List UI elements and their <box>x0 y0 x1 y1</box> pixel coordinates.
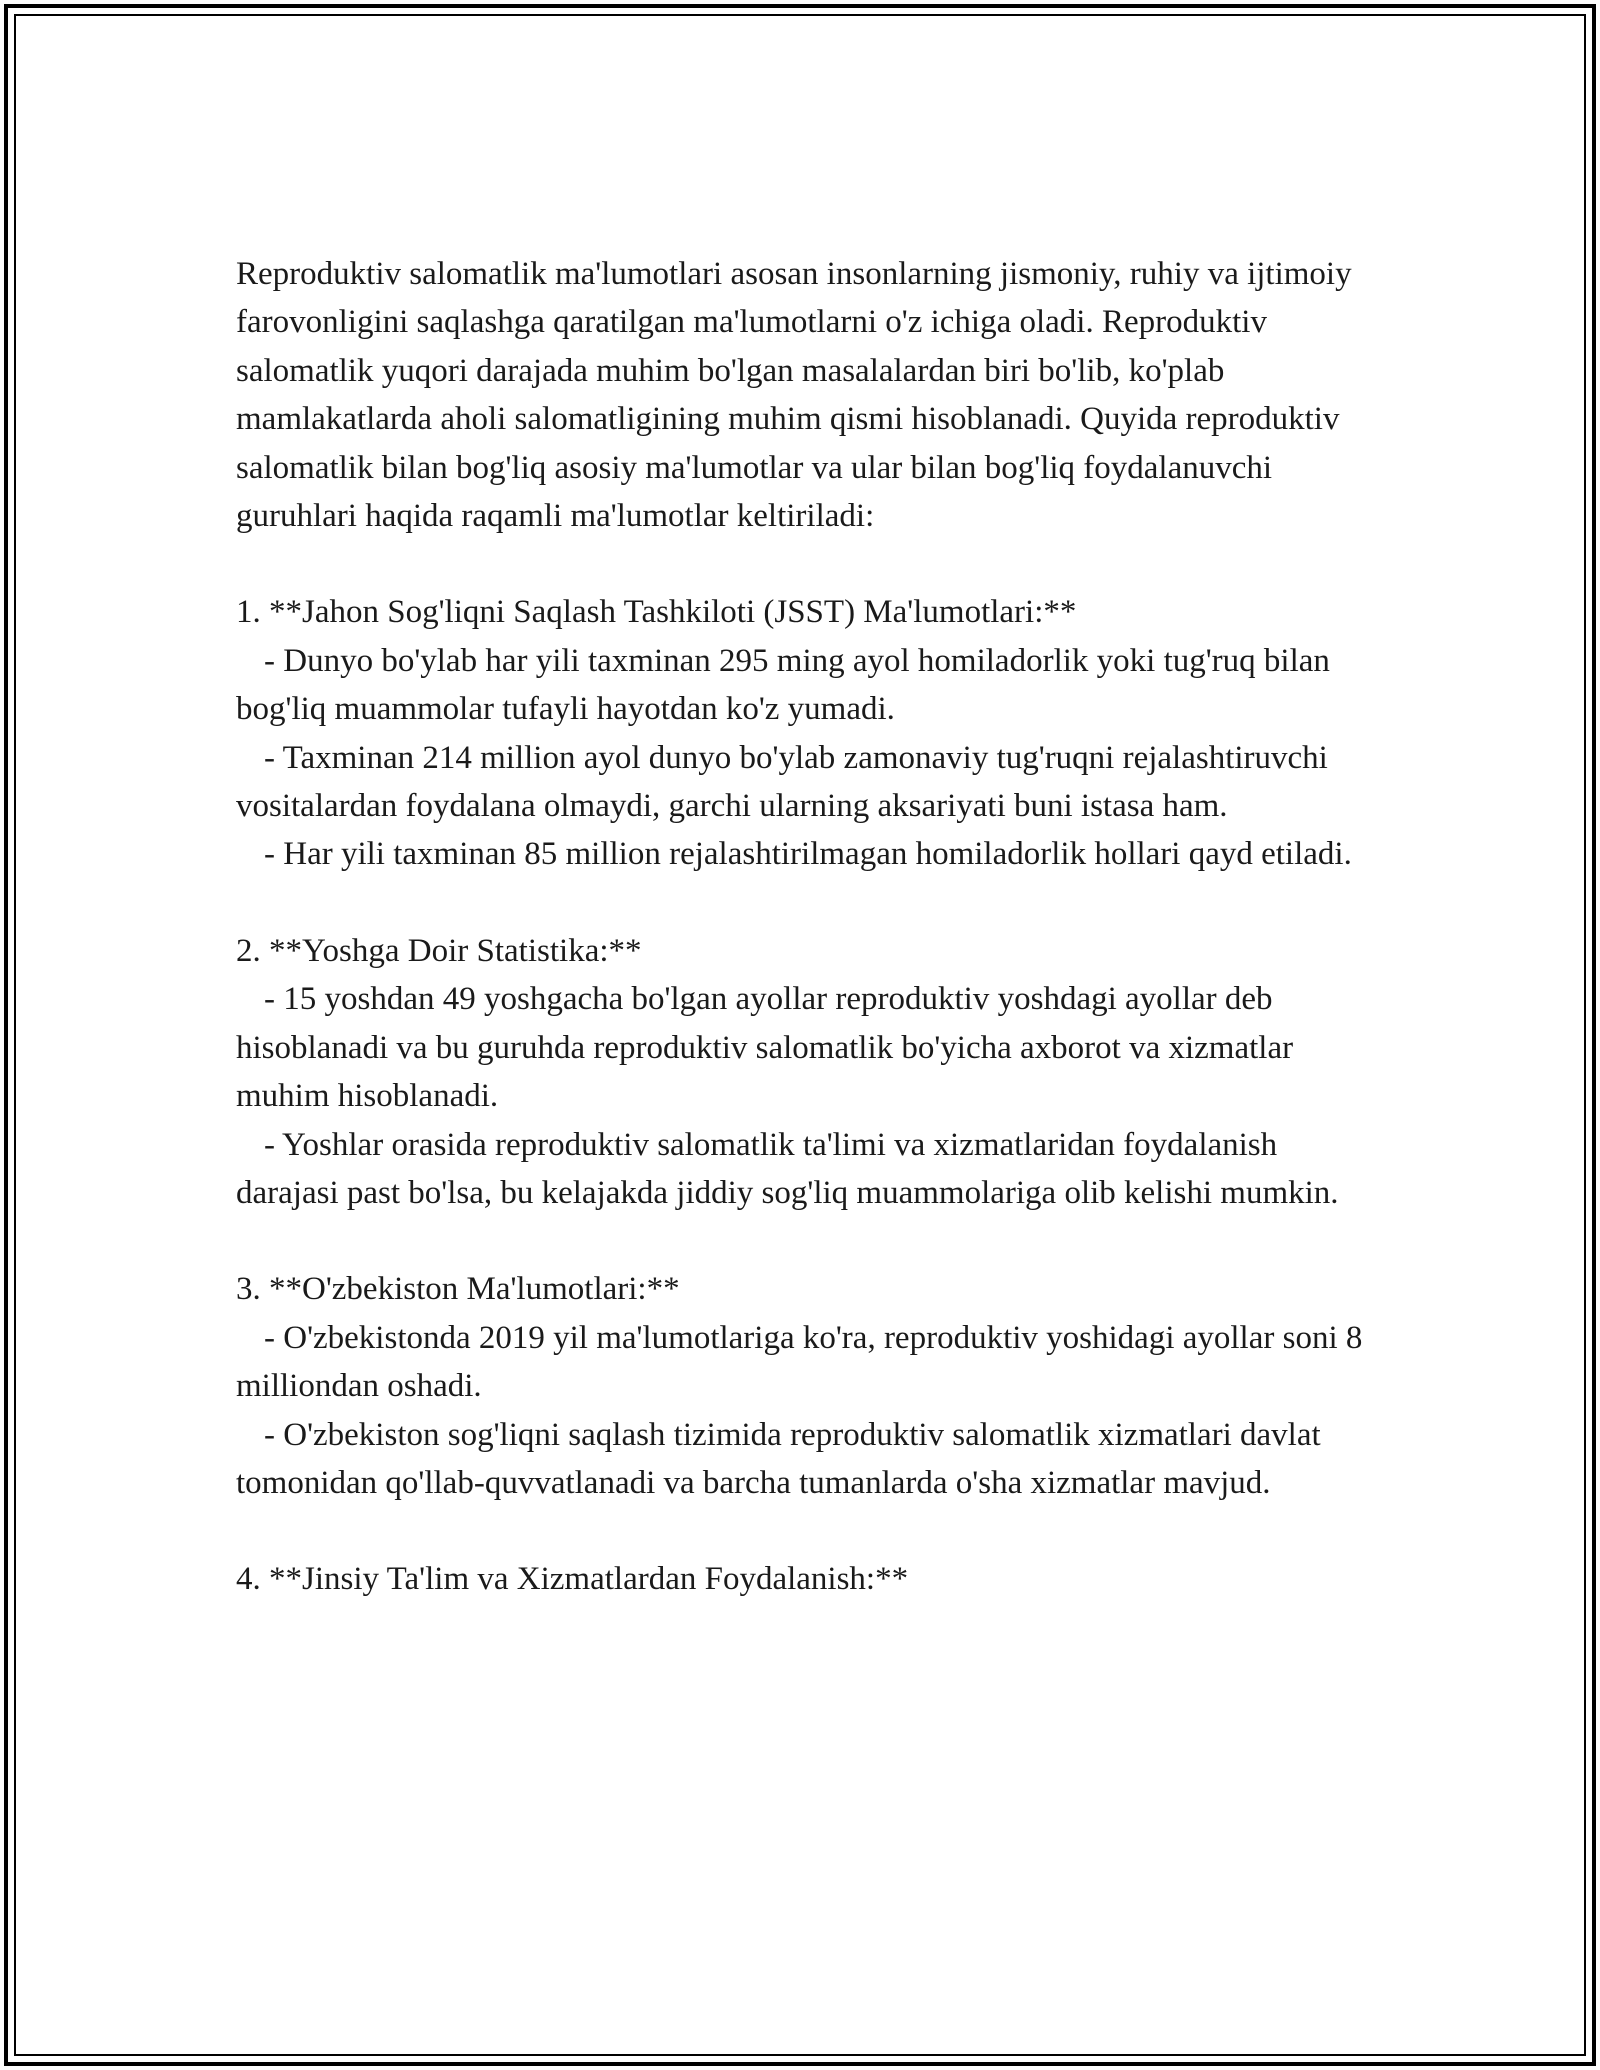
list-item: - 15 yoshdan 49 yoshgacha bo'lgan ayollar reproduktiv yoshdagi ayollar deb hisoblanadi va bu guruhda reproduktiv salomatlik bo'yicha axborot va xizmatlar muhim hisoblanadi. <box>236 981 1294 1115</box>
section-heading: 1. **Jahon Sog'liqni Saqlash Tashkiloti (JSST) Ma'lumotlari:** <box>236 594 1077 631</box>
list-item: - O'zbekistonda 2019 yil ma'lumotlariga ko'ra, reproduktiv yoshidagi ayollar soni 8 milliondan oshadi. <box>236 1319 1363 1405</box>
section-jsst <box>236 588 1376 878</box>
section-uzbekistan <box>236 1265 1376 1507</box>
list-item: - Taxminan 214 million ayol dunyo bo'ylab zamonaviy tug'ruqni rejalashtiruvchi vositalardan foydalana olmaydi, garchi ularning aksariyati buni istasa ham. <box>236 739 1328 825</box>
document-body <box>236 250 1376 1604</box>
section-heading: 4. **Jinsiy Ta'lim va Xizmatlardan Foydalanish:** <box>236 1561 909 1598</box>
list-item: - Dunyo bo'ylab har yili taxminan 295 ming ayol homiladorlik yoki tug'ruq bilan bog'liq muammolar tufayli hayotdan ko'z yumadi. <box>236 642 1330 728</box>
section-sex-education <box>236 1555 1376 1603</box>
intro-paragraph: Reproduktiv salomatlik ma'lumotlari asosan insonlarning jismoniy, ruhiy va ijtimoiy farovonligini saqlashga qaratilgan ma'lumotlarni o'z ichiga oladi. Reproduktiv salomatlik yuqori darajada muhim bo'lgan masalalardan biri bo'lib, ko'plab mamlakatlarda aholi salomatligining muhim qismi hisoblanadi. Quyida reproduktiv salomatlik bilan bog'liq asosiy ma'lumotlar va ular bilan bog'liq foydalanuvchi guruhlari haqida raqamli ma'lumotlar keltiriladi: <box>236 256 1352 535</box>
list-item: - Har yili taxminan 85 million rejalashtirilmagan homiladorlik hollari qayd etiladi. <box>264 836 1352 873</box>
section-heading: 3. **O'zbekiston Ma'lumotlari:** <box>236 1271 680 1308</box>
list-item: - Yoshlar orasida reproduktiv salomatlik ta'limi va xizmatlaridan foydalanish darajasi past bo'lsa, bu kelajakda jiddiy sog'liq muammolariga olib kelishi mumkin. <box>236 1126 1339 1211</box>
section-age-statistics <box>236 927 1376 1217</box>
section-heading: 2. **Yoshga Doir Statistika:** <box>236 932 642 969</box>
list-item: - O'zbekiston sog'liqni saqlash tizimida reproduktiv salomatlik xizmatlari davlat tomonidan qo'llab-quvvatlanadi va barcha tumanlarda o'sha xizmatlar mavjud. <box>236 1416 1321 1501</box>
